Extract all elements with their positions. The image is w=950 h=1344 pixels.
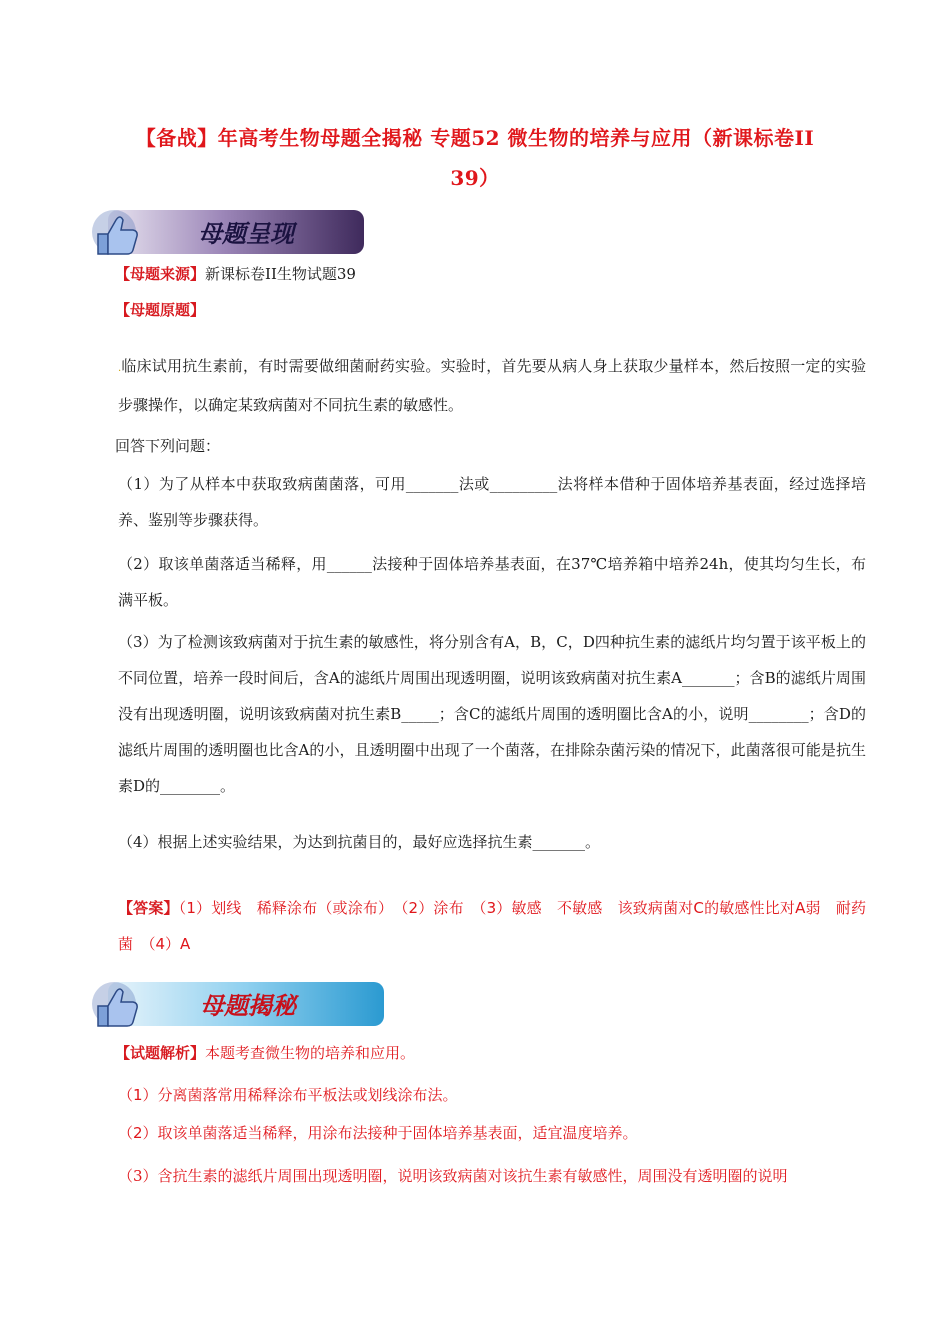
question-1: （1）为了从样本中获取致病菌菌落，可用_______法或_________法将样本借种于固体培养基表面，经过选择培养、鉴别等步骤获得。 xyxy=(118,475,866,529)
page-title xyxy=(90,118,860,198)
analysis-tag: 【试题解析】 xyxy=(115,1044,206,1062)
original-line xyxy=(115,292,865,328)
question-3: （3）为了检测该致病菌对于抗生素的敏感性，将分别含有A，B，C，D四种抗生素的滤纸片均匀置于该平板上的不同位置，培养一段时间后，含A的滤纸片周围出现透明圈，说明该致病菌对抗生素A_______；含B的滤纸片周围没有出现透明圈，说明该致病菌对抗生素B_____；含C的滤纸片周围的透明圈比含A的小，说明________；含D的滤纸片周围的透明圈也比含A的小，且透明圈中出现了一个菌落，在排除杂菌污染的情况下，此菌落很可能是抗生素D的________。 xyxy=(118,633,866,795)
svg-text:母题揭秘: 母题揭秘 xyxy=(200,991,296,1020)
source-tag: 【母题来源】 xyxy=(115,265,206,283)
section-banner-present xyxy=(88,204,368,262)
source-text: 新课标卷II生物试题39 xyxy=(205,265,356,283)
banner-reveal-graphic xyxy=(88,976,388,1034)
title-line-2: 39） xyxy=(450,166,500,190)
question-intro: .临床试用抗生素前，有时需要做细菌耐药实验。实验时，首先要从病人身上获取少量样本，然后按照一定的实验步骤操作，以确定某致病菌对不同抗生素的敏感性。 xyxy=(118,357,866,414)
question-2: （2）取该单菌落适当稀释，用______法接种于固体培养基表面，在37℃培养箱中培养24h，使其均匀生长，布满平板。 xyxy=(118,555,866,609)
analysis-point-3: （3）含抗生素的滤纸片周围出现透明圈，说明该致病菌对该抗生素有敏感性，周围没有透明圈的说明 xyxy=(118,1167,788,1185)
question-4: （4）根据上述实验结果，为达到抗菌目的，最好应选择抗生素_______。 xyxy=(118,833,601,851)
answer-block xyxy=(118,890,866,962)
svg-text:母题呈现: 母题呈现 xyxy=(198,219,294,248)
analysis-point-1: （1）分离菌落常用稀释涂布平板法或划线涂布法。 xyxy=(118,1086,458,1104)
question-prompt: 回答下列问题： xyxy=(115,437,221,455)
banner-present-graphic xyxy=(88,204,368,262)
analysis-intro: 本题考查微生物的培养和应用。 xyxy=(205,1044,416,1062)
original-tag: 【母题原题】 xyxy=(115,301,206,319)
answer-text: （1）划线 稀释涂布（或涂布） （2）涂布 （3）敏感 不敏感 该致病菌对C的敏感性比对A弱 耐药菌 （4）A xyxy=(118,899,866,953)
section-banner-reveal xyxy=(88,976,388,1034)
analysis-intro-line xyxy=(115,1038,865,1068)
title-line-1: 【备战】年高考生物母题全揭秘 专题52 微生物的培养与应用（新课标卷II xyxy=(135,126,815,150)
analysis-point-2: （2）取该单菌落适当稀释，用涂布法接种于固体培养基表面，适宜温度培养。 xyxy=(118,1124,638,1142)
answer-tag: 【答案】 xyxy=(118,899,179,917)
source-line xyxy=(115,256,865,292)
